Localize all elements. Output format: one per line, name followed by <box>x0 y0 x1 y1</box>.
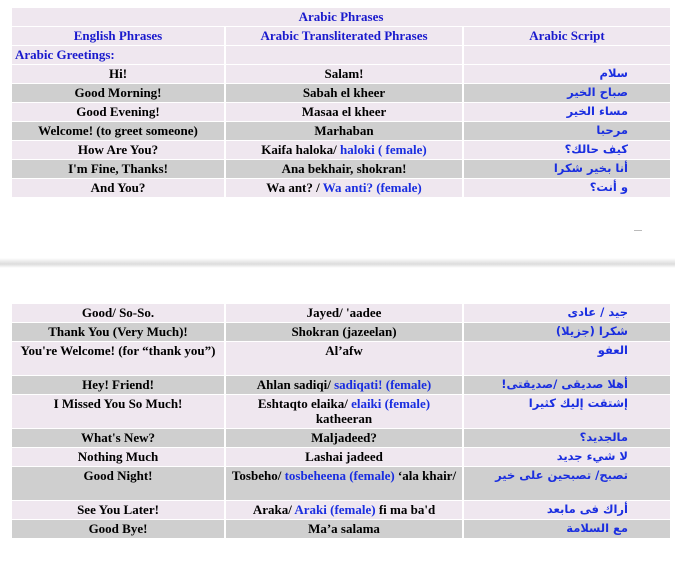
section-row <box>12 46 670 64</box>
english-text: Welcome! (to greet someone) <box>38 123 198 138</box>
arabic-cell <box>464 448 670 466</box>
english-text: I Missed You So Much! <box>53 396 183 411</box>
transliterated-cell <box>226 84 462 102</box>
table-row <box>12 342 670 375</box>
arabic-text: أهلا صديقى /صديقتى! <box>501 377 628 391</box>
english-cell <box>12 448 224 466</box>
table-row <box>12 376 670 394</box>
header-english: English Phrases <box>12 27 224 45</box>
english-cell <box>12 323 224 341</box>
transliterated-cell <box>226 501 462 519</box>
transliteration-text: Tosbeho/ <box>231 468 285 483</box>
transliterated-cell <box>226 160 462 178</box>
arabic-text: مساء الخير <box>566 104 628 118</box>
transliteration-text: Araka/ <box>252 502 295 517</box>
english-cell <box>12 429 224 447</box>
english-cell <box>12 103 224 121</box>
english-text: You're Welcome! (for “thank you”) <box>20 343 216 358</box>
arabic-cell <box>464 467 670 500</box>
arabic-cell <box>464 376 670 394</box>
transliteration-text: Wa ant? / <box>266 180 323 195</box>
english-cell <box>12 520 224 538</box>
arabic-cell <box>464 323 670 341</box>
english-text: What's New? <box>80 430 156 445</box>
transliteration-text: Ana bekhair, shokran! <box>281 161 407 176</box>
transliteration-suffix: fi ma ba'd <box>375 502 436 517</box>
table-row <box>12 103 670 121</box>
section-empty-script <box>464 46 670 64</box>
table-title: Arabic Phrases <box>12 8 670 26</box>
transliterated-cell <box>226 122 462 140</box>
female-variant-text: haloki ( female) <box>340 142 427 157</box>
english-cell <box>12 160 224 178</box>
transliteration-text: Lashai jadeed <box>305 449 383 464</box>
table-row <box>12 429 670 447</box>
table-row <box>12 84 670 102</box>
arabic-text: مالجديد؟ <box>579 430 628 444</box>
table-row <box>12 179 670 197</box>
table-row <box>12 122 670 140</box>
section-empty <box>226 46 462 64</box>
transliteration-suffix: katheeran <box>315 411 373 426</box>
arabic-cell <box>464 501 670 519</box>
header-arabic-script: Arabic Script <box>464 27 670 45</box>
transliterated-cell <box>226 376 462 394</box>
english-text: Good Night! <box>83 468 153 483</box>
transliterated-cell <box>226 520 462 538</box>
arabic-cell <box>464 103 670 121</box>
transliteration-text: Sabah el kheer <box>302 85 386 100</box>
page-break-shadow <box>0 258 675 268</box>
rows-top <box>12 65 670 197</box>
section-label: Arabic Greetings: <box>12 46 224 64</box>
arabic-text: لا شيء جديد <box>556 449 628 463</box>
english-text: Hi! <box>108 66 128 81</box>
female-variant-text: elaiki (female) <box>351 396 431 411</box>
transliterated-cell <box>226 65 462 83</box>
transliteration-text: Shokran (jazeelan) <box>291 324 397 339</box>
female-variant-text: sadiqati! (female) <box>334 377 432 392</box>
arabic-text: شكرا (جزيلا) <box>555 324 628 338</box>
transliterated-cell <box>226 467 462 500</box>
transliteration-text: Kaifa haloka/ <box>261 142 341 157</box>
english-text: I'm Fine, Thanks! <box>68 161 168 176</box>
transliteration-text: Al’afw <box>325 343 363 358</box>
arabic-cell <box>464 179 670 197</box>
english-text: Good Evening! <box>76 104 160 119</box>
arabic-cell <box>464 84 670 102</box>
arabic-cell <box>464 65 670 83</box>
english-text: Good/ So-So. <box>81 305 155 320</box>
female-variant-text: Araki (female) <box>294 502 376 517</box>
transliteration-text: Marhaban <box>314 123 374 138</box>
english-text: How Are You? <box>77 142 159 157</box>
female-variant-text: Wa anti? (female) <box>322 180 422 195</box>
english-cell <box>12 141 224 159</box>
table-row <box>12 467 670 500</box>
arabic-text: جيد / عادى <box>567 305 628 319</box>
rows-bottom <box>12 304 670 538</box>
table-row <box>12 141 670 159</box>
arabic-text: أنا بخير شكرا <box>553 161 628 175</box>
english-text: Hey! Friend! <box>82 377 154 392</box>
table-row <box>12 501 670 519</box>
arabic-text: كيف حالك؟ <box>564 142 628 156</box>
female-variant-text: tosbeheena (female) <box>284 468 395 483</box>
arabic-cell <box>464 122 670 140</box>
table-row <box>12 160 670 178</box>
arabic-cell <box>464 141 670 159</box>
english-text: Good Morning! <box>74 85 162 100</box>
arabic-cell <box>464 395 670 428</box>
english-cell <box>12 376 224 394</box>
transliteration-text: Jayed/ 'aadee <box>306 305 382 320</box>
arabic-text: سلام <box>599 66 628 80</box>
phrases-table-top <box>12 8 670 198</box>
english-cell <box>12 179 224 197</box>
english-cell <box>12 122 224 140</box>
transliterated-cell <box>226 141 462 159</box>
transliterated-cell <box>226 103 462 121</box>
arabic-text: العفو <box>597 343 628 357</box>
table-row <box>12 520 670 538</box>
arabic-text: أراك فى مابعد <box>546 502 628 516</box>
english-cell <box>12 467 224 500</box>
transliterated-cell <box>226 304 462 322</box>
arabic-cell <box>464 304 670 322</box>
transliterated-cell <box>226 448 462 466</box>
table-row <box>12 65 670 83</box>
table-row <box>12 323 670 341</box>
transliterated-cell <box>226 395 462 428</box>
arabic-text: تصبح/ تصبحين على خير <box>495 468 628 482</box>
arabic-text: و أنت؟ <box>589 180 628 194</box>
arabic-cell <box>464 429 670 447</box>
table-row <box>12 448 670 466</box>
arabic-text: صباح الخير <box>567 85 628 99</box>
transliterated-cell <box>226 429 462 447</box>
english-cell <box>12 395 224 428</box>
header-row <box>12 27 670 45</box>
transliteration-text: Maljadeed? <box>311 430 377 445</box>
header-transliterated: Arabic Transliterated Phrases <box>226 27 462 45</box>
english-cell <box>12 84 224 102</box>
arabic-cell <box>464 342 670 375</box>
transliteration-text: Ma’a salama <box>308 521 380 536</box>
arabic-text: مرحبا <box>596 123 628 137</box>
transliteration-text: Masaa el kheer <box>301 104 387 119</box>
transliteration-text: Ahlan sadiqi/ <box>256 377 335 392</box>
top-edge <box>0 0 675 6</box>
english-text: And You? <box>90 180 146 195</box>
english-text: Nothing Much <box>77 449 159 464</box>
english-cell <box>12 65 224 83</box>
transliterated-cell <box>226 323 462 341</box>
english-text: Thank You (Very Much)! <box>48 324 188 339</box>
english-cell <box>12 304 224 322</box>
phrases-table-bottom <box>12 304 670 539</box>
english-cell <box>12 342 224 375</box>
table-row <box>12 395 670 428</box>
arabic-text: مع السلامة <box>566 521 628 535</box>
transliterated-cell <box>226 179 462 197</box>
english-text: Good Bye! <box>88 521 148 536</box>
transliterated-cell <box>226 342 462 375</box>
english-cell <box>12 501 224 519</box>
table-row <box>12 304 670 322</box>
transliteration-text: Eshtaqto elaika/ <box>257 396 352 411</box>
transliteration-suffix: ‘ala khair/ <box>394 468 457 483</box>
arabic-cell <box>464 520 670 538</box>
arabic-text: إشتقت إليك كثيرا <box>528 396 628 410</box>
arabic-cell <box>464 160 670 178</box>
english-text: See You Later! <box>77 502 159 517</box>
transliteration-text: Salam! <box>324 66 364 81</box>
stray-mark <box>634 230 642 231</box>
